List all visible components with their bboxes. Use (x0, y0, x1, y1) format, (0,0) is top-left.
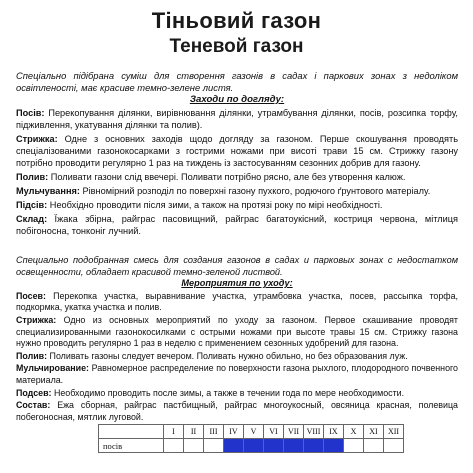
care-item (16, 400, 458, 423)
care-item-label: Подсев: (16, 387, 52, 398)
care-item (16, 213, 458, 237)
calendar-row-label: посів (99, 439, 164, 453)
ukrainian-section (16, 70, 458, 239)
care-heading-ru: Мероприятия по уходу: (181, 278, 293, 289)
care-item (16, 107, 458, 131)
russian-section (16, 255, 458, 424)
month-header: V (244, 425, 264, 439)
sowing-month-cell (304, 439, 324, 453)
care-item-label: Стрижка: (16, 314, 57, 325)
care-item-text: Одне з основних заходів щодо догляду за газоном. Перше скошування проводять спеціалізованими газонокосарками з гострими ножами при висоті трави 15 см. Стрижку газону потрібно проводити регулярно 1 раз на тиждень із застосуванням сезонних добрив для газону. (16, 134, 458, 168)
care-item-text: Ежа сборная, райграс пастбищный, райграс многоукосный, овсяница красная, полевица побегоносная, мятлик луговой. (16, 400, 458, 422)
care-item (16, 351, 458, 363)
calendar-header-row (99, 425, 404, 439)
calendar-sowing-row (99, 439, 404, 453)
month-header: X (344, 425, 364, 439)
month-header: VII (284, 425, 304, 439)
month-header: IX (324, 425, 344, 439)
month-header: III (204, 425, 224, 439)
care-item-text: Перекопування ділянки, вирівнювання ділянки, утрамбування ділянки, посів, розсипка торфу, підживлення, укатування ділянки та полив). (16, 108, 458, 130)
sowing-month-cell (244, 439, 264, 453)
care-item-text: Поливати газони слід ввечері. Поливати потрібно рясно, але без утворення калюж. (48, 172, 406, 182)
sowing-calendar (98, 424, 404, 453)
care-item (16, 185, 458, 197)
care-list-uk (16, 107, 458, 237)
care-item-label: Посев: (16, 290, 46, 301)
care-item (16, 199, 458, 211)
care-item-label: Полив: (16, 172, 49, 182)
care-item-label: Полив: (16, 350, 48, 361)
sowing-month-cell (324, 439, 344, 453)
care-item-label: Мульчування: (16, 186, 80, 196)
sowing-month-cell (284, 439, 304, 453)
intro-uk: Спеціально підібрана суміш для створення газонів в садах і паркових зонах з недоліком освітленості, має красиве темно-зелене листя. (16, 70, 458, 93)
month-header: VIII (304, 425, 324, 439)
title-ukrainian: Тіньовий газон (151, 8, 322, 33)
title-russian: Теневой газон (169, 36, 304, 57)
care-item (16, 291, 458, 314)
empty-month-cell (204, 439, 224, 453)
care-item (16, 315, 458, 350)
care-item-label: Стрижка: (16, 134, 58, 144)
sowing-month-cell (264, 439, 284, 453)
month-header: XI (364, 425, 384, 439)
month-header: I (164, 425, 184, 439)
care-item-label: Состав: (16, 400, 51, 411)
care-item-label: Мульчирование: (16, 363, 89, 374)
care-item (16, 133, 458, 169)
empty-month-cell (384, 439, 404, 453)
care-list-ru (16, 291, 458, 424)
care-item-text: Перекопка участка, выравнивание участка, утрамбовка участка, посев, рассыпка торфа, подкормка, укатка участка и полив. (16, 290, 458, 313)
month-header: IV (224, 425, 244, 439)
care-item-text: Необходимо проводить после зимы, а также в течении года по мере необходимости. (51, 387, 405, 398)
empty-month-cell (364, 439, 384, 453)
empty-month-cell (344, 439, 364, 453)
empty-month-cell (184, 439, 204, 453)
care-item (16, 388, 458, 400)
care-item (16, 171, 458, 183)
intro-ru: Специально подобранная смесь для создания газонов в садах и парковых зонах с недостатком освещенности, обладает красивой темно-зеленой листвой. (16, 255, 458, 277)
care-heading-uk: Заходи по догляду: (189, 94, 285, 105)
care-item-text: Поливать газоны следует вечером. Поливать нужно обильно, но без образования луж. (47, 350, 408, 361)
month-header: VI (264, 425, 284, 439)
empty-month-cell (164, 439, 184, 453)
care-item-label: Підсів: (16, 200, 48, 210)
sowing-month-cell (224, 439, 244, 453)
care-item-text: Необхідно проводити після зими, а також на протязі року по мірі необхідності. (47, 200, 383, 210)
month-header: XII (384, 425, 404, 439)
care-item-label: Склад: (16, 214, 48, 224)
calendar-corner (99, 425, 164, 439)
care-item-text: Одно из основных мероприятий по уходу за газоном. Первое скашивание проводят специализированными газонокосилками с острыми ножами при высоте травы 15 см. Стрижку газона нужно проводить регулярно 1 раз в неделю с применением сезонных удобрений для газона. (16, 314, 458, 349)
month-header: II (184, 425, 204, 439)
care-item-text: Равномерное распределение по поверхности газона рыхлого, плодородного почвенного материала. (16, 363, 458, 385)
care-item-label: Посів: (16, 108, 45, 118)
care-item-text: Рівномірний розподіл по поверхні газону пухкого, родючого ґрунтового матеріалу. (79, 186, 431, 196)
care-item-text: Їжака збірна, райграс пасовищний, райграс багатоукісний, костриця червона, мітлиця побігоносна, тонконіг лучний. (16, 214, 458, 236)
care-item (16, 363, 458, 386)
